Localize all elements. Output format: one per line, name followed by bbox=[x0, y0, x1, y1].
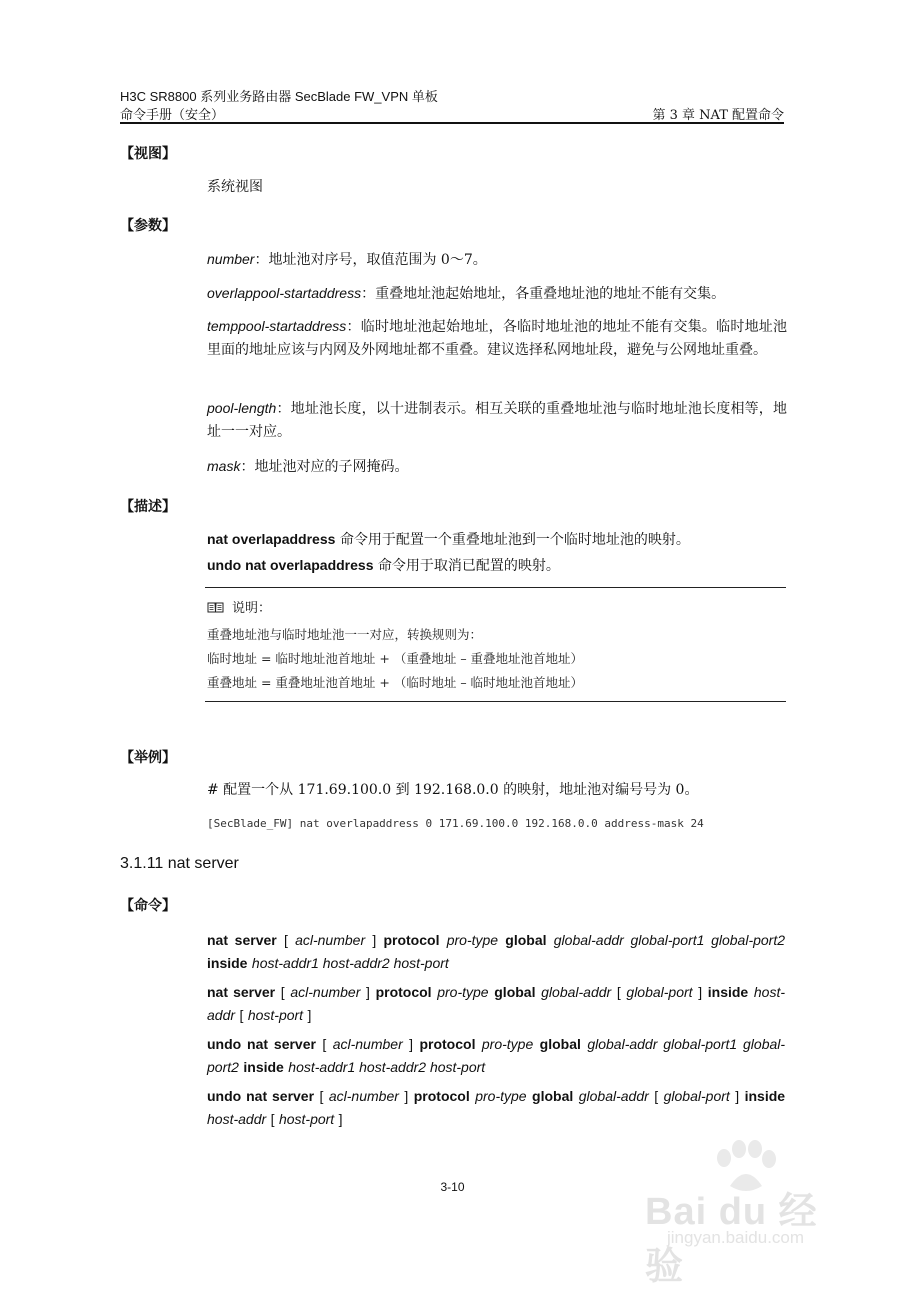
param-temppool bbox=[207, 315, 787, 362]
note-line-1: 重叠地址池与临时地址池一一对应，转换规则为： bbox=[207, 627, 483, 642]
header-title: H3C SR8800 系列业务路由器 SecBlade FW_VPN 单板 bbox=[120, 89, 438, 104]
description-text: 命令用于取消已配置的映射。 bbox=[373, 558, 560, 574]
param-name: overlappool-startaddress bbox=[207, 285, 362, 301]
example-heading: 【举例】 bbox=[120, 750, 176, 766]
section-title: 3.1.11 nat server bbox=[120, 855, 239, 872]
note-bottom-rule bbox=[205, 701, 786, 702]
param-name: number bbox=[207, 251, 255, 267]
param-name: temppool-startaddress bbox=[207, 318, 347, 334]
command-syntax-2: nat server [ acl-number ] protocol pro-type global global-addr [ global-port ] inside host-addr [ host-port ] bbox=[207, 984, 786, 1023]
param-name: mask bbox=[207, 458, 241, 474]
header-rule bbox=[120, 122, 784, 124]
param-desc: ：重叠地址池起始地址，各重叠地址池的地址不能有交集。 bbox=[361, 286, 726, 302]
params-heading: 【参数】 bbox=[120, 218, 176, 234]
watermark-brand: Bai du 经验 bbox=[645, 1191, 818, 1288]
param-pool-length bbox=[207, 397, 787, 444]
example-code: [SecBlade_FW] nat overlapaddress 0 171.69.100.0 192.168.0.0 address-mask 24 bbox=[207, 817, 704, 830]
command-keyword: undo nat overlapaddress bbox=[207, 557, 374, 573]
command-heading: 【命令】 bbox=[120, 898, 176, 914]
view-text: 系统视图 bbox=[207, 179, 263, 195]
param-name: pool-length bbox=[207, 400, 277, 416]
param-desc: ：地址池对序号，取值范围为 0～7。 bbox=[254, 252, 487, 268]
book-icon bbox=[207, 601, 224, 614]
note-title bbox=[207, 597, 271, 616]
header-manual-name: 命令手册（安全） bbox=[120, 108, 225, 123]
header-chapter: 第 3 章 NAT 配置命令 bbox=[652, 108, 784, 123]
note-title-text: 说明： bbox=[232, 601, 272, 616]
command-syntax-1: nat server [ acl-number ] protocol pro-type global global-addr global-port1 global-port2 inside host-addr1 host-addr2 host-port bbox=[207, 932, 786, 971]
param-overlappool bbox=[207, 282, 787, 306]
description-line-2 bbox=[207, 554, 787, 578]
description-heading: 【描述】 bbox=[120, 499, 176, 515]
param-desc: ：地址池长度，以十进制表示。相互关联的重叠地址池与临时地址池长度相等，地址一一对应。 bbox=[207, 401, 787, 440]
description-line-1 bbox=[207, 528, 787, 552]
view-heading: 【视图】 bbox=[120, 146, 176, 162]
note-line-2: 临时地址 = 临时地址池首地址 + （重叠地址 – 重叠地址池首地址） bbox=[207, 651, 584, 666]
command-syntax-4: undo nat server [ acl-number ] protocol pro-type global global-addr [ global-port ] inside host-addr [ host-port ] bbox=[207, 1088, 786, 1127]
command-keyword: nat overlapaddress bbox=[207, 531, 336, 547]
note-top-rule bbox=[205, 587, 786, 588]
param-desc: ：临时地址池起始地址，各临时地址池的地址不能有交集。临时地址池里面的地址应该与内网及外网地址都不重叠。建议选择私网地址段，避免与公网地址重叠。 bbox=[207, 319, 787, 358]
baidu-watermark bbox=[645, 1140, 845, 1288]
command-syntax-3: undo nat server [ acl-number ] protocol pro-type global global-addr global-port1 global-port2 inside host-addr1 host-addr2 host-port bbox=[207, 1036, 786, 1075]
page-number: 3-10 bbox=[440, 1180, 465, 1194]
param-number bbox=[207, 248, 787, 272]
param-desc: ：地址池对应的子网掩码。 bbox=[240, 459, 409, 475]
param-mask bbox=[207, 455, 787, 479]
note-line-3: 重叠地址 = 重叠地址池首地址 + （临时地址 – 临时地址池首地址） bbox=[207, 675, 584, 690]
example-text: # 配置一个从 171.69.100.0 到 192.168.0.0 的映射，地址池对编号号为 0。 bbox=[207, 782, 699, 798]
description-text: 命令用于配置一个重叠地址池到一个临时地址池的映射。 bbox=[335, 532, 690, 548]
watermark-url: jingyan.baidu.com bbox=[667, 1228, 805, 1247]
